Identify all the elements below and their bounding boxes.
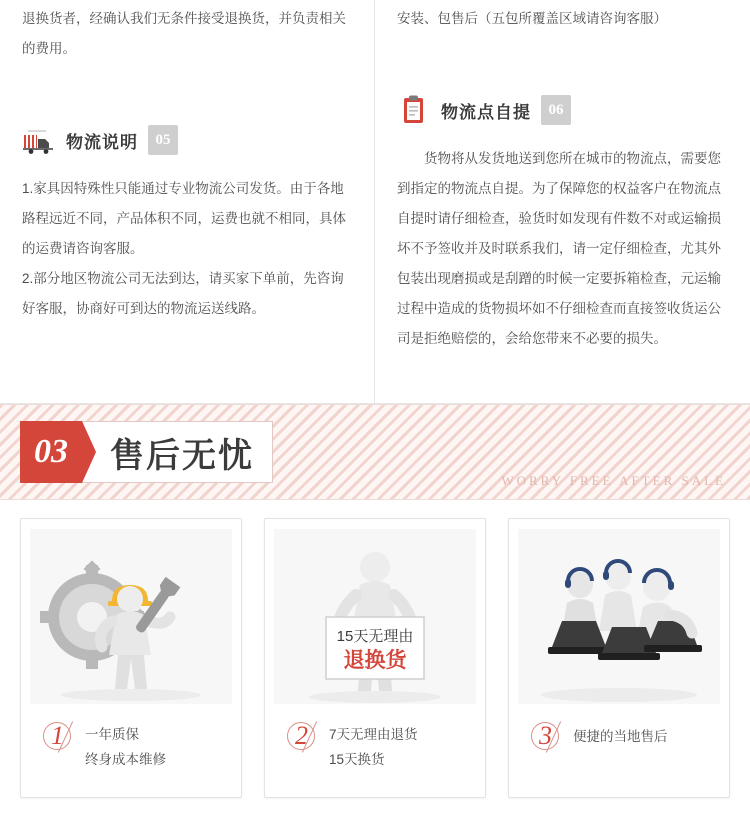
logistics-paragraph-1: 1.家具因特殊性只能通过专业物流公司发货。由于各地路程远近不同，产品体积不同，运费也就不相同，具体的运费请咨询客服。 — [22, 181, 346, 256]
card-badge-1-value: 1 — [51, 721, 64, 750]
after-sale-banner — [0, 404, 750, 500]
figure-holding-return-sign-illustration — [274, 529, 476, 704]
left-carryover-text: 退换货者，经确认我们无条件接受退换货，并负责相关的费用。 — [22, 11, 346, 56]
banner-english-subtitle: WORRY FREE AFTER SALE — [501, 473, 726, 488]
right-carryover-text: 安装、包售后（五包所覆盖区域请咨询客服） — [397, 11, 667, 26]
worker-with-wrench-and-gear-illustration — [30, 529, 232, 704]
card-warranty-line-2: 终身成本维修 — [85, 752, 166, 767]
logistics-body — [22, 174, 352, 324]
card-return[interactable] — [264, 518, 486, 798]
banner-title: 售后无忧 — [82, 421, 273, 483]
left-column — [0, 0, 375, 403]
clipboard-icon — [397, 93, 431, 127]
right-column — [375, 0, 750, 403]
card-badge-3 — [531, 722, 569, 750]
call-center-agents-illustration — [518, 529, 720, 704]
card-badge-3-value: 3 — [539, 721, 552, 750]
truck-icon — [22, 123, 56, 157]
card-return-lines — [325, 722, 418, 772]
card-local-service[interactable] — [508, 518, 730, 798]
card-warranty[interactable] — [20, 518, 242, 798]
card-return-line-2: 15天换货 — [329, 752, 385, 767]
section-header-pickup — [397, 90, 728, 130]
section-title-logistics: 物流说明 — [66, 132, 138, 152]
svg-text:退换货: 退换货 — [343, 649, 407, 672]
section-header-logistics — [22, 120, 352, 160]
card-local-service-line-1: 便捷的当地售后 — [573, 728, 668, 744]
logistics-paragraph-2: 2.部分地区物流公司无法到达，请买家下单前，先咨询好客服，协商好可到达的物流运送线路。 — [22, 271, 344, 316]
card-badge-1 — [43, 722, 81, 750]
banner-inner — [20, 421, 273, 483]
section-number-05: 05 — [148, 125, 178, 155]
card-return-text — [275, 722, 475, 772]
banner-number: 03 — [20, 421, 82, 483]
card-badge-2-value: 2 — [295, 721, 308, 750]
svg-text:15天无理由: 15天无理由 — [336, 628, 414, 645]
card-warranty-lines — [81, 722, 166, 772]
section-number-06: 06 — [541, 95, 571, 125]
pickup-paragraph-1: 货物将从发货地送到您所在城市的物流点，需要您到指定的物流点自提。为了保障您的权益客户在物流点自提时请仔细检查，验货时如发现有件数不对或运输损坏不予签收并及时联系我们，请一定仔细检查，尤其外包装出现磨损或是刮蹭的时候一定要拆箱检查，元运输过程中造成的货物损坏如不仔细检查而直接签收货运公司是拒绝赔偿的，会给您带来不必要的损失。 — [397, 151, 721, 346]
pickup-body — [397, 144, 728, 354]
section-title-pickup: 物流点自提 — [441, 102, 531, 122]
card-warranty-text — [31, 722, 231, 772]
card-warranty-line-1: 一年质保 — [85, 727, 139, 742]
card-return-line-1: 7天无理由退货 — [329, 727, 418, 742]
card-local-service-lines — [569, 724, 668, 749]
card-badge-2 — [287, 722, 325, 750]
after-sale-cards — [0, 500, 750, 798]
logistics-info-area — [0, 0, 750, 404]
card-local-service-text — [519, 722, 719, 750]
